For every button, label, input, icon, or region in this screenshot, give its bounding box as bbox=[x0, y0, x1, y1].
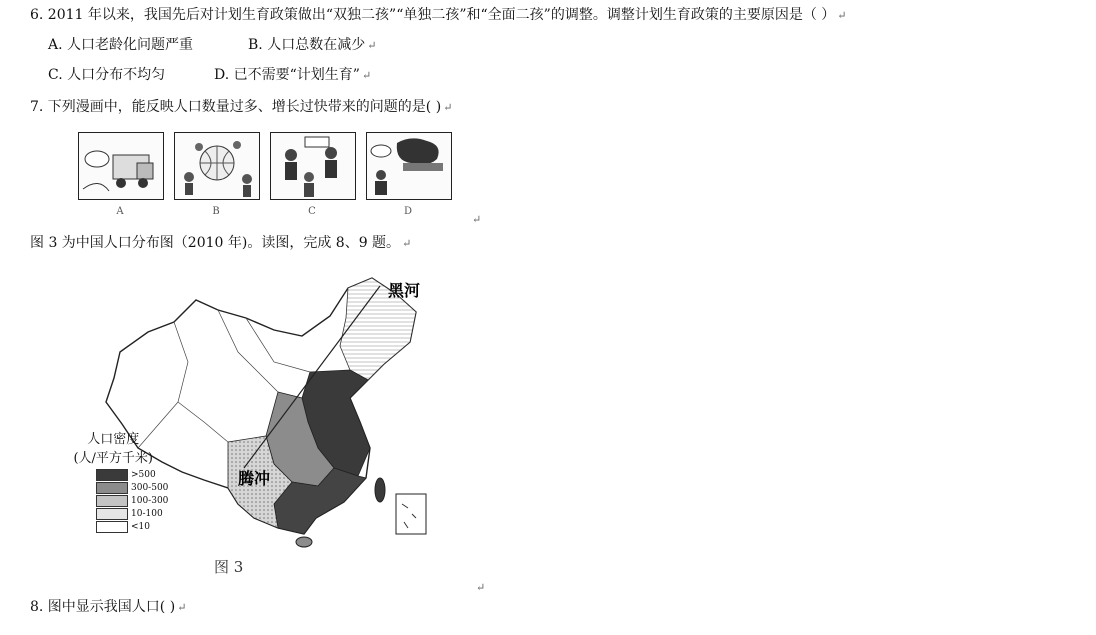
cartoon-b-drawing bbox=[175, 133, 259, 199]
tengchong-label: 腾冲 bbox=[238, 469, 271, 488]
legend-swatch bbox=[96, 482, 128, 494]
legend-item bbox=[96, 494, 168, 507]
cartoon-c-drawing bbox=[271, 133, 355, 199]
question-6-stem bbox=[30, 6, 847, 25]
hainan-island bbox=[296, 537, 312, 547]
legend-label: <10 bbox=[131, 521, 150, 532]
heihe-label: 黑河 bbox=[388, 281, 421, 300]
legend-label: 10-100 bbox=[131, 508, 163, 519]
question-8-text: 8. 图中显示我国人口( ) bbox=[30, 599, 176, 615]
cartoon-d-image bbox=[366, 132, 452, 200]
legend-item bbox=[96, 507, 168, 520]
cartoon-strip bbox=[78, 132, 468, 224]
question-7-stem bbox=[30, 98, 452, 117]
cartoon-a-label: A bbox=[116, 206, 124, 217]
cartoon-c-image bbox=[270, 132, 356, 200]
legend-label: 100-300 bbox=[131, 495, 169, 506]
paragraph-mark: ↵ bbox=[402, 237, 412, 250]
paragraph-mark: ↵ bbox=[367, 39, 377, 52]
legend-swatch bbox=[96, 495, 128, 507]
cartoon-d-label: D bbox=[403, 206, 413, 217]
cartoon-a-image bbox=[78, 132, 164, 200]
legend-items bbox=[96, 468, 168, 533]
legend-swatch bbox=[96, 521, 128, 533]
paragraph-mark: ↵ bbox=[472, 213, 482, 226]
option-a: A. 人口老龄化问题严重 bbox=[48, 37, 194, 53]
option-b: B. 人口总数在减少 bbox=[248, 37, 366, 53]
legend-swatch bbox=[96, 469, 128, 481]
paragraph-mark: ↵ bbox=[177, 601, 187, 614]
taiwan-island bbox=[375, 478, 385, 502]
question-6-options-row-1 bbox=[48, 36, 376, 55]
legend-item bbox=[96, 520, 168, 533]
legend-swatch bbox=[96, 508, 128, 520]
cartoon-c-label: C bbox=[308, 206, 316, 217]
figure-paragraph-end bbox=[474, 578, 485, 597]
legend-label: 300-500 bbox=[131, 482, 169, 493]
paragraph-mark: ↵ bbox=[443, 101, 453, 114]
option-c: C. 人口分布不均匀 bbox=[48, 67, 166, 83]
question-6-options-row-2 bbox=[48, 66, 371, 85]
legend-item bbox=[96, 481, 168, 494]
cartoon-b-image bbox=[174, 132, 260, 200]
map-legend bbox=[58, 428, 168, 533]
legend-label: >500 bbox=[131, 469, 156, 480]
question-8-stem bbox=[30, 598, 186, 617]
question-7-text: 7. 下列漫画中，能反映人口数量过多、增长过快带来的问题的是( ) bbox=[30, 99, 442, 115]
question-6-text: 6. 2011 年以来，我国先后对计划生育政策做出“双独二孩”“单独二孩”和“全面二孩”的调整。调整计划生育政策的主要原因是（ ） bbox=[30, 7, 836, 23]
figure-intro bbox=[30, 234, 411, 253]
cartoon-b-label: B bbox=[212, 206, 220, 217]
paragraph-mark: ↵ bbox=[476, 581, 486, 594]
legend-unit: (人/平方千米) bbox=[73, 451, 153, 466]
south-sea-inset bbox=[396, 494, 426, 534]
legend-title: 人口密度 bbox=[87, 432, 140, 447]
cartoon-d-drawing bbox=[367, 133, 451, 199]
cartoon-paragraph-end bbox=[470, 210, 481, 229]
figure-intro-text: 图 3 为中国人口分布图（2010 年)。读图，完成 8、9 题。 bbox=[30, 235, 401, 251]
legend-item bbox=[96, 468, 168, 481]
cartoon-a-drawing bbox=[79, 133, 163, 199]
paragraph-mark: ↵ bbox=[837, 9, 847, 22]
option-d: D. 已不需要“计划生育” bbox=[214, 67, 360, 83]
paragraph-mark: ↵ bbox=[361, 69, 372, 82]
figure-caption: 图 3 bbox=[214, 558, 244, 576]
